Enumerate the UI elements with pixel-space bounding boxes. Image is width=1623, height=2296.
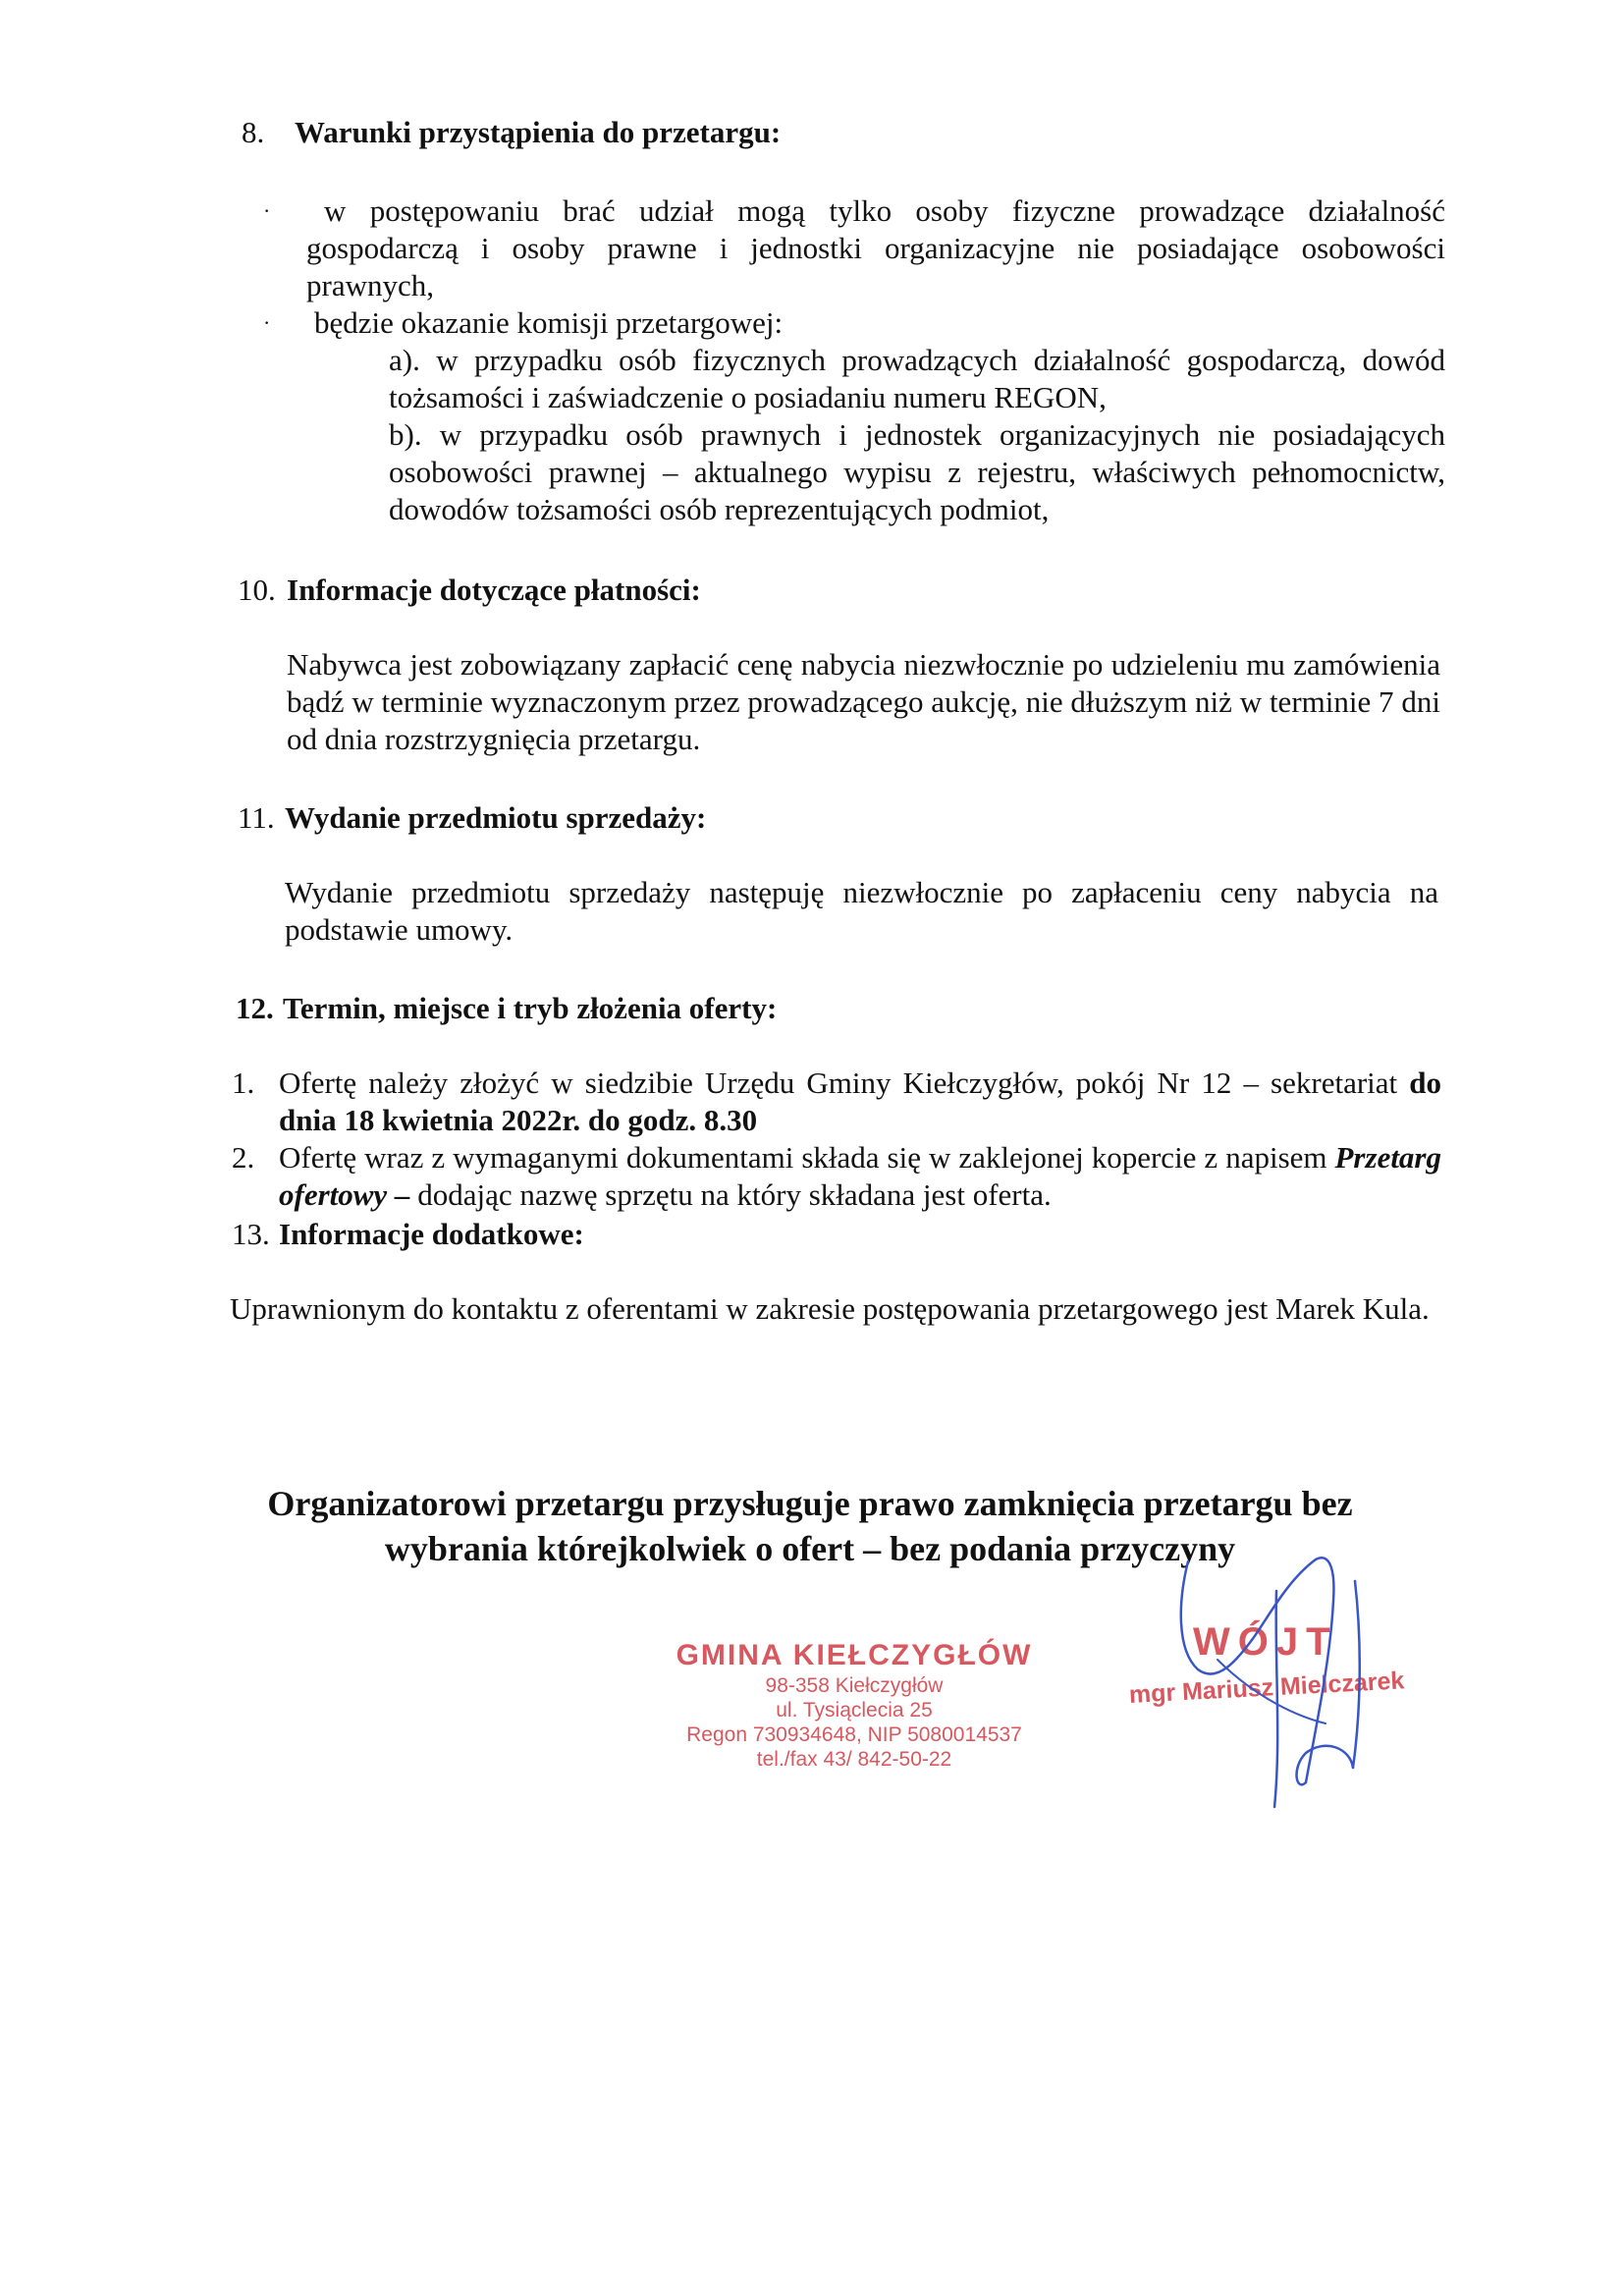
stamp-regon-nip: Regon 730934648, NIP 5080014537 <box>686 1723 1022 1746</box>
section-8-bullet-1 <box>306 192 1445 304</box>
bullet-dot: · <box>263 310 271 335</box>
stamp-postal: 98-358 Kiełczygłów <box>765 1674 944 1697</box>
section-10-number: 10. <box>238 573 276 607</box>
section-8-bullet-1-text: w postępowaniu brać udział mogą tylko osoby fizyczne prowadzące działalność gospodarczą i osoby prawne i jednostki organizacyjne nie posiadające osobowości prawnych, <box>306 193 1445 302</box>
section-13-text: Uprawnionym do kontaktu z oferentami w zakresie postępowania przetargowego jest Marek Kula. <box>230 1291 1430 1326</box>
section-10-text: Nabywca jest zobowiązany zapłacić cenę nabycia niezwłocznie po udzieleniu mu zamówienia bądź w terminie wyznaczonym przez prowadzącego aukcję, nie dłuższym niż w terminie 7 dni od dnia rozstrzygnięcia przetargu. <box>287 647 1440 756</box>
wojt-stamp-title: WÓJT <box>1193 1620 1338 1664</box>
section-12-item-1 <box>279 1065 1441 1139</box>
stamp-street: ul. Tysiąclecia 25 <box>776 1699 933 1722</box>
section-11-title: Wydanie przedmiotu sprzedaży: <box>285 800 707 835</box>
section-12-title: Termin, miejsce i tryb złożenia oferty: <box>283 991 778 1025</box>
section-12-number: 12. <box>236 991 274 1025</box>
section-11-number: 11. <box>238 800 275 835</box>
section-12-item-2-rest: dodając nazwę sprzętu na który składana jest oferta. <box>417 1177 1052 1212</box>
section-11-text: Wydanie przedmiotu sprzedaży następuję niezwłocznie po zapłaceniu ceny nabycia na podstawie umowy. <box>285 875 1438 947</box>
section-8-number: 8. <box>242 115 265 149</box>
gmina-stamp <box>648 1638 1060 1772</box>
stamp-title: GMINA KIEŁCZYGŁÓW <box>676 1639 1033 1671</box>
section-10-title: Informacje dotyczące płatności: <box>287 573 701 607</box>
handwritten-signature <box>1159 1542 1414 1836</box>
section-12-item-2-text: Ofertę wraz z wymaganymi dokumentami składa się w zaklejonej kopercie z napisem <box>279 1140 1327 1175</box>
section-12-item-2-label: Przetarg ofertowy – <box>279 1140 1441 1212</box>
section-13-number: 13. <box>232 1217 270 1251</box>
section-8-bullet-2: będzie okazanie komisji przetargowej: <box>314 305 784 340</box>
section-12-item-2 <box>279 1139 1441 1214</box>
closing-line-2: wybrania którejkolwiek o ofert – bez podania przyczyny <box>384 1529 1236 1568</box>
section-13-title: Informacje dodatkowe: <box>279 1217 584 1251</box>
section-12-item-2-number: 2. <box>232 1140 255 1175</box>
section-12-item-1-deadline: do dnia 18 kwietnia 2022r. do godz. 8.30 <box>279 1066 1441 1137</box>
section-8-item-b: b). w przypadku osób prawnych i jednostek organizacyjnych nie posiadających osobowości prawnej – aktualnego wypisu z rejestru, właściwych pełnomocnictw, dowodów tożsamości osób reprezentujących podmiot, <box>389 417 1445 526</box>
closing-line-1: Organizatorowi przetargu przysługuje prawo zamknięcia przetargu bez <box>267 1484 1353 1523</box>
section-12-item-1-text: Ofertę należy złożyć w siedzibie Urzędu Gminy Kiełczygłów, pokój Nr 12 – sekretariat <box>279 1066 1398 1100</box>
bullet-dot: · <box>263 198 271 223</box>
section-8-title: Warunki przystąpienia do przetargu: <box>295 115 782 149</box>
section-8-item-a: a). w przypadku osób fizycznych prowadzących działalność gospodarczą, dowód tożsamości i zaświadczenie o posiadaniu numeru REGON, <box>389 343 1445 414</box>
section-12-item-1-number: 1. <box>232 1066 255 1100</box>
stamp-phone: tel./fax 43/ 842-50-22 <box>756 1748 952 1771</box>
wojt-stamp-name: mgr Mariusz Mielczarek <box>1128 1667 1405 1709</box>
